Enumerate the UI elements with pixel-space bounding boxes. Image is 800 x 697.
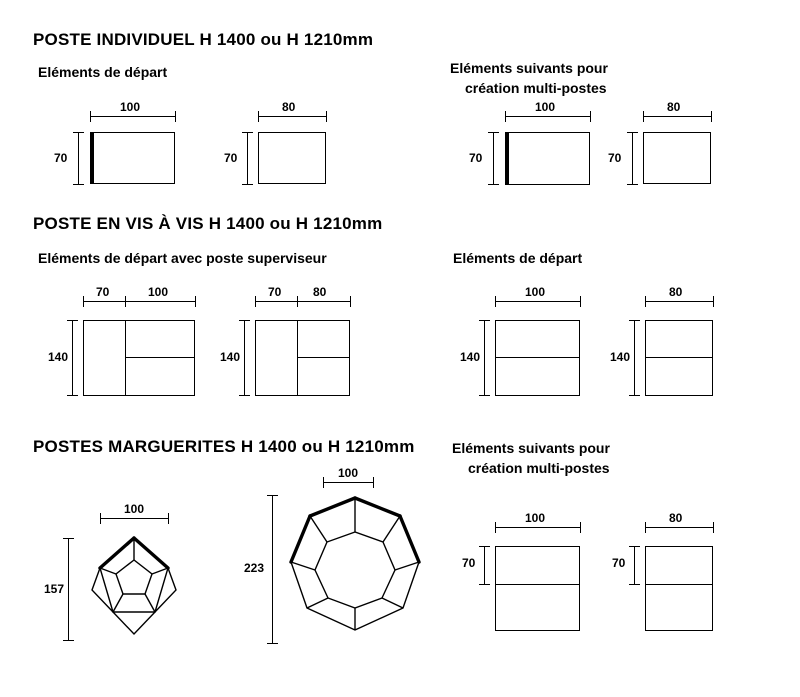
dim-tick [629,395,640,396]
desk-divider-vertical [297,320,298,396]
dim-line-horizontal [258,116,326,117]
dim-line-horizontal [495,527,580,528]
dim-line-vertical [244,320,245,395]
dim-tick [67,320,78,321]
dim-line-vertical [247,132,248,184]
dim-line-vertical [68,538,69,640]
dim-tick [629,584,640,585]
dim-tick [643,111,644,122]
dim-tick [350,296,351,307]
desk-edge-highlight [90,132,94,184]
dim-tick [67,395,78,396]
desk-rectangle [258,132,326,184]
dim-tick [495,522,496,533]
dim-tick [479,584,490,585]
dim-depth-157: 157 [44,582,65,596]
group-label-depart-superviseur: Eléments de départ avec poste superviseur [38,250,327,266]
dim-tick [488,132,499,133]
group-label-elements-de-depart: Eléments de départ [38,64,168,80]
dim-depth-140: 140 [48,350,69,364]
dim-tick [711,111,712,122]
dim-tick [100,513,101,524]
desk-right-edge [589,132,590,185]
desk-rectangle [645,546,713,631]
marguerite-7-shape [283,490,428,645]
desk-divider-horizontal [297,357,350,358]
dim-tick [645,522,646,533]
dim-tick [195,296,196,307]
dim-width-100: 100 [338,466,359,480]
dim-tick [297,296,298,307]
desk-top-edge [255,320,350,321]
group-label-elements-suivants-line2-2: création multi-postes [468,460,610,476]
desk-left-edge [255,320,256,396]
dim-tick [629,320,640,321]
dim-line-horizontal [645,527,713,528]
desk-bottom-edge [83,395,195,396]
marguerite-5-shape [80,530,210,650]
dim-width-80: 80 [669,511,683,525]
desk-rectangle [643,132,711,184]
section-title-poste-individuel: POSTE INDIVIDUEL H 1400 ou H 1210mm [33,30,374,49]
dim-tick [713,522,714,533]
dim-width-left-70: 70 [268,285,282,299]
dim-tick [580,522,581,533]
desk-right-edge [349,320,350,396]
dim-tick [590,111,591,122]
dim-tick [175,111,176,122]
dim-tick [645,296,646,307]
dim-tick [242,184,253,185]
dim-tick [580,296,581,307]
dim-depth-140: 140 [220,350,241,364]
dim-line-vertical [634,546,635,584]
dim-tick [90,111,91,122]
dim-width-80: 80 [282,100,296,114]
desk-top-edge [83,320,195,321]
dim-line-horizontal [495,301,580,302]
dim-tick [63,640,74,641]
group-label-elements-suivants-line1-2: Eléments suivants pour [452,440,610,456]
dim-width-right-80: 80 [313,285,327,299]
dim-width-right-100: 100 [148,285,169,299]
dim-line-vertical [78,132,79,184]
dim-line-vertical [634,320,635,395]
desk-divider-horizontal [645,584,713,585]
dim-width-100: 100 [525,511,546,525]
dim-depth-223: 223 [244,561,265,575]
dim-tick [168,513,169,524]
dim-line-horizontal [83,301,195,302]
dim-tick [488,184,499,185]
desk-top-edge [505,132,590,133]
dim-tick [267,495,278,496]
section-title-poste-vis-a-vis: POSTE EN VIS À VIS H 1400 ou H 1210mm [33,214,383,233]
desk-divider-vertical [125,320,126,396]
group-label-elements-suivants-line1: Eléments suivants pour [450,60,608,76]
desk-right-edge [194,320,195,396]
dim-tick [495,296,496,307]
dim-line-vertical [484,546,485,584]
dim-tick [323,477,324,488]
group-label-elements-de-depart-2: Eléments de départ [453,250,583,266]
desk-bottom-edge [505,184,590,185]
dim-tick [505,111,506,122]
dim-tick [479,320,490,321]
desk-left-edge [83,320,84,396]
desk-bottom-edge [255,395,350,396]
desk-divider-horizontal [125,357,195,358]
dim-width-80: 80 [667,100,681,114]
desk-rectangle [90,132,175,184]
dim-line-vertical [72,320,73,395]
dim-tick [267,643,278,644]
dim-tick [258,111,259,122]
dim-depth-70: 70 [224,151,238,165]
dim-tick [629,546,640,547]
desk-divider-horizontal [495,357,580,358]
dim-line-horizontal [255,301,350,302]
dim-tick [255,296,256,307]
dim-tick [83,296,84,307]
desk-rectangle [495,546,580,631]
group-label-elements-suivants-line2: création multi-postes [465,80,607,96]
dim-line-vertical [493,132,494,184]
dim-line-horizontal [90,116,175,117]
dim-width-100: 100 [120,100,141,114]
dim-line-horizontal [505,116,590,117]
dim-line-horizontal [645,301,713,302]
dim-tick [73,132,84,133]
section-title-postes-marguerites: POSTES MARGUERITES H 1400 ou H 1210mm [33,437,415,456]
dim-tick [125,296,126,307]
desk-rectangle [645,320,713,396]
dim-tick [239,395,250,396]
desk-rectangle [495,320,580,396]
dim-line-vertical [272,495,273,643]
desk-divider-horizontal [495,584,580,585]
dim-tick [479,546,490,547]
dim-depth-70: 70 [462,556,476,570]
dim-tick [239,320,250,321]
dim-tick [63,538,74,539]
desk-divider-horizontal [645,357,713,358]
dim-tick [479,395,490,396]
desk-edge-highlight [505,132,509,185]
dim-width-left-70: 70 [96,285,110,299]
dim-tick [373,477,374,488]
dim-width-100: 100 [535,100,556,114]
dim-line-horizontal [643,116,711,117]
dim-width-80: 80 [669,285,683,299]
dim-line-horizontal [323,482,373,483]
dim-depth-70: 70 [612,556,626,570]
dim-tick [242,132,253,133]
dim-depth-70: 70 [608,151,622,165]
dim-width-100: 100 [124,502,145,516]
dim-width-100: 100 [525,285,546,299]
dim-tick [713,296,714,307]
dim-depth-140: 140 [610,350,631,364]
dim-line-vertical [632,132,633,184]
dim-depth-70: 70 [469,151,483,165]
dim-tick [627,132,638,133]
dim-tick [73,184,84,185]
dim-line-horizontal [100,518,168,519]
dim-tick [326,111,327,122]
dim-tick [627,184,638,185]
dim-depth-140: 140 [460,350,481,364]
dim-depth-70: 70 [54,151,68,165]
dim-line-vertical [484,320,485,395]
